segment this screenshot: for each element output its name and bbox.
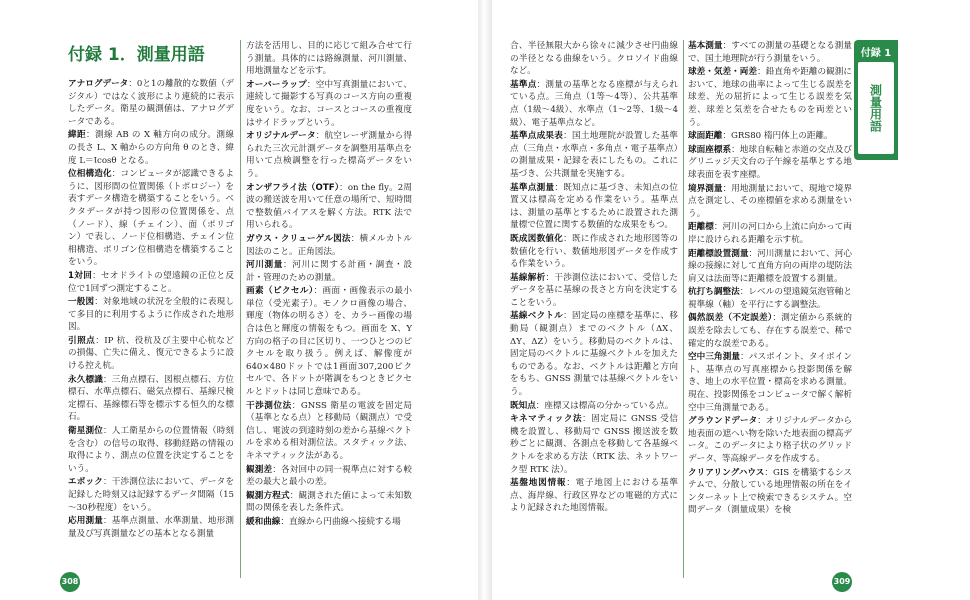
glossary-entry (688, 415, 852, 465)
glossary-definition: ：既に作成された地形図等の数値化を行い、数値地形図データを作成する作業をいう。 (510, 233, 678, 270)
glossary-term: 基準点測量 (510, 182, 555, 193)
glossary-entry (688, 144, 852, 182)
glossary-entry (688, 286, 852, 311)
glossary-entry (510, 400, 678, 413)
glossary-entry (688, 66, 852, 129)
glossary-term: 既知点 (510, 400, 536, 411)
glossary-entry (246, 182, 412, 232)
glossary-term: 基線解析 (510, 272, 546, 283)
glossary-entry (246, 79, 412, 129)
glossary-term: 境界測量 (688, 183, 723, 194)
glossary-entry (246, 490, 412, 515)
glossary-term: 基盤地図情報 (510, 478, 567, 489)
glossary-entry (246, 464, 412, 489)
glossary-entry (246, 40, 412, 78)
glossary-definition: ：測量の基準となる座標が与えられている点。三角点（1等～4等）、公共基準点（1級～4級）、水準点（1～2等、1級～4級）、電子基準点など。 (510, 79, 678, 128)
glossary-entry (510, 233, 678, 271)
glossary-term: エポック (68, 477, 104, 488)
glossary-definition: ：直線から円曲線へ接続する場 (280, 516, 401, 527)
glossary-entry (68, 129, 234, 167)
page-title: 付録 1．測量用語 (68, 45, 205, 65)
glossary-term: 緯距 (68, 130, 87, 141)
glossary-term: 応用測量 (68, 516, 103, 527)
glossary-entry (68, 335, 234, 373)
page-number-left: 308 (60, 572, 80, 592)
glossary-definition: 方法を活用し、目的に応じて組み合せて行う測量。具体的には路線測量、河川測量、用地測量などを示す。 (246, 41, 412, 77)
glossary-term: 一般図 (68, 297, 95, 308)
glossary-definition: ：固定局に GNSS 受信機を設置し、移動局で GNSS 搬送波を数秒ごとに観測、各測点を移動して各基線ベクトルを求める方法（RTK 法、ネットワーク型 RTK 法）。 (510, 414, 678, 475)
glossary-term: オーバーラップ (246, 79, 307, 90)
glossary-entry (510, 272, 678, 310)
glossary-entry (246, 400, 412, 463)
glossary-definition: ：電子地図上における基準点、海岸線、行政区界などの電磁的方式により記録された地図情報。 (510, 478, 678, 514)
glossary-definition: ：干渉測位法において、データを記録した時刻又は記録するデータ間隔（15～30秒程度）をいう。 (68, 477, 234, 513)
glossary-definition: ：測線 AB の X 軸方向の成分。測線の長さ L、X 軸からの方向角 θ のとき、緯度 L＝Ɩcosθ となる。 (68, 130, 234, 166)
glossary-term: 引照点 (68, 335, 96, 346)
glossary-term: 画素（ピクセル） (246, 286, 314, 297)
glossary-entry (688, 312, 852, 350)
glossary-definition: ：測定値から系統的誤差を除去しても、存在する誤差で、稀で確定的な誤差である。 (688, 313, 852, 349)
glossary-definition: ：河川に関する計画・調査・設計・管理のための測量。 (246, 260, 412, 283)
glossary-entry (510, 182, 678, 232)
glossary-term: 永久標識 (68, 374, 103, 385)
glossary-term: 衛星測位 (68, 426, 103, 437)
glossary-definition: ：干渉測位法において、受信したデータを基に基線の長さと方向を決定することをいう。 (510, 272, 678, 308)
glossary-definition: ：パスポイント、タイポイント、基準点の写真座標から投影関係を解き、地上の水平位置・標高を求める測量。現在、投影関係をコンピュータで解く解析空中三角測量である。 (688, 352, 852, 413)
glossary-definition: ：各対回中の同一視準点に対する較差の最大と最小の差。 (246, 464, 412, 488)
glossary-entry (246, 285, 412, 398)
glossary-definition: ：コンピュータが認識できるように、図形間の位置関係（トポロジー）を表すデータ構造を構築することをいう。ベクタデータが持つ図形の位置関係を、点（ノード）、線（チェイン）、面（ポリゴン）で表し、ノード位相構造、チェイン位相構造、ポリゴン位相構造を構築することをいう。 (68, 169, 234, 268)
glossary-definition: ：国土地理院が設置した基準点（三角点・水準点・多角点・電子基準点）の測量成果・記録を表にしたもの。これに基づき、公共測量を実施する。 (510, 131, 678, 179)
glossary-term: 距離標 (688, 222, 714, 233)
glossary-term: クリアリングハウス (688, 467, 765, 478)
glossary-definition: ：レベルの望遠鏡気泡管軸と視準線（軸）を平行にする調整法。 (688, 287, 852, 310)
glossary-definition: ：河川の河口から上流に向かって両岸に設けられる距離を示す杭。 (688, 222, 852, 245)
page-number-right: 309 (832, 572, 852, 592)
glossary-entry (688, 221, 852, 246)
glossary-term: 1対回 (68, 270, 93, 281)
glossary-definition: ：既知点に基づき、未知点の位置又は標高を定める作業をいう。基準点は、測量の基準とするために設置された測量標で位置に関する数値的な成果をもつ。 (510, 182, 678, 231)
glossary-entry (68, 78, 234, 128)
glossary-term: 球面距離 (688, 131, 723, 142)
glossary-definition: ：横メルカトル図法のこと。正角図法。 (246, 233, 412, 257)
glossary-definition: ：空中写真測量において、連続して撮影する写真のコース方向の重複度をいう。なお、コースとコースの重複度はサイドラップという。 (246, 79, 412, 128)
glossary-entry (68, 168, 234, 269)
glossary-term: オンザフライ法（OTF） (246, 182, 340, 193)
glossary-entry (68, 425, 234, 475)
glossary-definition: ：用地測量において、現地で境界点を測定し、その座標値を求める測量をいう。 (688, 183, 852, 219)
glossary-term: 基準点成果表 (510, 131, 564, 142)
glossary-term: 河川測量 (246, 260, 284, 271)
book-gutter (478, 0, 492, 600)
glossary-definition: ：観測された値によって未知数間の関係を表した条件式。 (246, 490, 412, 514)
glossary-term: 観測差 (246, 464, 273, 475)
glossary-term: 基線ベクトル (510, 311, 564, 322)
glossary-definition: ：基準点測量、水準測量、地形測量及び写真測量などの基本となる測量 (68, 516, 234, 539)
glossary-term: 偶然誤差（不定誤差） (688, 313, 773, 324)
glossary-definition: ：航空レーザ測量から得られた三次元計測データを調整用基準点を用いて点検調整を行った標高データをいう。 (246, 131, 412, 179)
glossary-entry (246, 233, 412, 258)
glossary-definition: ：画面・画像表示の最小単位（受光素子）。モノクロ画像の場合、輝度（物体の明るさ）を、カラー画像の場合は色と輝度の情報をもつ。画面を X、Y 方向の格子の目に区切り、一つひとつのピクセルを取り扱う。例えば、解像度が640×480ドットでは1画面307,200ピクセルで、各ドットが階調をもつときピクセルとドットは同じ意味である。 (246, 286, 412, 398)
glossary-term: 基準点 (510, 79, 537, 90)
side-tab-subtitle: 測量用語 (858, 62, 894, 154)
glossary-entry (246, 130, 412, 180)
glossary-column-3 (510, 40, 678, 578)
glossary-definition: ：GIS を構築するシステムで、分散している地理情報の所在をインターネット上で検索できるシステム。空間データ（測量成果）を検 (688, 467, 852, 516)
glossary-definition: ：オリジナルデータから地表面の遮へい物を除いた地表面の標高データ。このデータにより格子状のグリッドデータ、等高線データを作成する。 (688, 416, 852, 464)
glossary-term: グラウンドデータ (688, 416, 758, 427)
glossary-term: 緩和曲線 (246, 516, 281, 527)
glossary-term: 球差・気差・両差 (688, 67, 758, 78)
glossary-entry (246, 516, 412, 529)
glossary-definition: ：すべての測量の基礎となる測量で、国土地理院が行う測量をいう。 (688, 41, 852, 64)
glossary-term: 距離標設置測量 (688, 248, 749, 259)
glossary-definition: ：GNSS 衛星の電波を固定局（基準となる点）と移動局（観測点）で受信し、電波の到達時刻の差から基線ベクトルを求める相対測位法。スタティック法、キネマティック法がある。 (246, 400, 412, 461)
glossary-entry (510, 40, 678, 78)
column-divider (683, 40, 684, 578)
glossary-entry (688, 40, 852, 65)
glossary-entry (510, 413, 678, 476)
glossary-term: 空中三角測量 (688, 352, 741, 363)
glossary-definition: 合、半径無限大から徐々に減少させ円曲線の半径となる曲線をいう。クロソイド曲線など。 (510, 41, 678, 77)
glossary-entry (68, 270, 234, 295)
glossary-term: オリジナルデータ (246, 131, 316, 142)
left-page (0, 0, 478, 600)
glossary-definition: ：三角点標石、図根点標石、方位標石、水準点標石、磁気点標石、基線尺検定標石、基線標石等を標示する恒久的な標石。 (68, 374, 234, 423)
glossary-term: 球面座標系 (688, 144, 732, 155)
glossary-entry (68, 374, 234, 424)
glossary-column-1 (68, 78, 234, 578)
glossary-term: 既成図数値化 (510, 233, 564, 244)
right-page (492, 0, 970, 600)
column-divider (240, 40, 241, 578)
glossary-entry (510, 130, 678, 180)
appendix-side-tab (854, 40, 898, 160)
glossary-entry (68, 515, 234, 540)
glossary-column-2 (246, 40, 412, 578)
glossary-entry (68, 296, 234, 334)
glossary-term: 観測方程式 (246, 490, 290, 501)
glossary-definition: ：on the fly。2周波の搬送波を用いて任意の場所で、短時間で整数値バイアスを解く方法。RTK 法で用いられる。 (246, 182, 412, 231)
glossary-definition: ：固定局の座標を基準に、移動局（観測点）までのベクトル（ΔX、ΔY、ΔZ）をいう。移動局のベクトルは、固定局のベクトルに基線ベクトルを加えたものである。なお、ベクトルは距離と方向をもち、GNSS 測量では基線ベクトルをいう。 (510, 311, 678, 398)
glossary-term: 位相構造化 (68, 169, 112, 180)
glossary-definition: ：0と1の離散的な数値（デジタル）ではなく波形により連続的に表示したデータ。衛星の観測値は、アナログデータである。 (68, 79, 234, 127)
glossary-definition: ：河川測量において、河心線の接線に対して直角方向の両岸の堤防法肩又は法面等に距離標を設置する測量。 (688, 248, 852, 284)
glossary-term: キネマティック法 (510, 414, 583, 425)
glossary-term: 干渉測位法 (246, 400, 292, 411)
side-tab-label: 付録 1 (860, 48, 892, 59)
glossary-entry (510, 477, 678, 515)
glossary-definition: ：対象地域の状況を全般的に表現して多目的に利用するように作成された地形図。 (68, 297, 234, 333)
glossary-entry (688, 183, 852, 221)
glossary-term: ガウス・クリューゲル図法 (246, 233, 351, 244)
glossary-term: 基本測量 (688, 41, 723, 51)
glossary-definition: ：GRS80 楕円体上の距離。 (722, 131, 833, 142)
glossary-entry (510, 310, 678, 398)
glossary-entry (688, 351, 852, 414)
glossary-definition: ：地球自転軸と赤道の交点及びグリニッジ天文台の子午線を基準とする地球表面を表す座標。 (688, 144, 852, 180)
glossary-column-4 (688, 40, 852, 578)
glossary-term: アナログデータ (68, 79, 129, 89)
glossary-definition: ：座標又は標高の分かっている点。 (535, 400, 674, 411)
glossary-definition: ：鉛直角や距離の観測において、地球の曲率によって生じる誤差を球差、光の屈折によって生じる誤差を気差、球差と気差を合せたものを両差という。 (688, 67, 852, 128)
glossary-entry (246, 259, 412, 284)
glossary-definition: ：人工衛星からの位置情報（時刻を含む）の信号の取得、移動経路の情報の取得により、測点の位置を決定することをいう。 (68, 426, 234, 474)
glossary-entry (68, 476, 234, 514)
glossary-term: 杭打ち調整法 (688, 287, 740, 298)
glossary-entry (688, 130, 852, 143)
glossary-entry (688, 467, 852, 517)
glossary-definition: ：IP 杭、役杭及び主要中心杭などの損傷、亡失に備え、復元できるように設ける控え杭。 (68, 335, 234, 372)
glossary-definition: ：セオドライトの望遠鏡の正位と反位で1回ずつ測定すること。 (68, 270, 234, 294)
glossary-entry (510, 79, 678, 129)
glossary-entry (688, 248, 852, 286)
